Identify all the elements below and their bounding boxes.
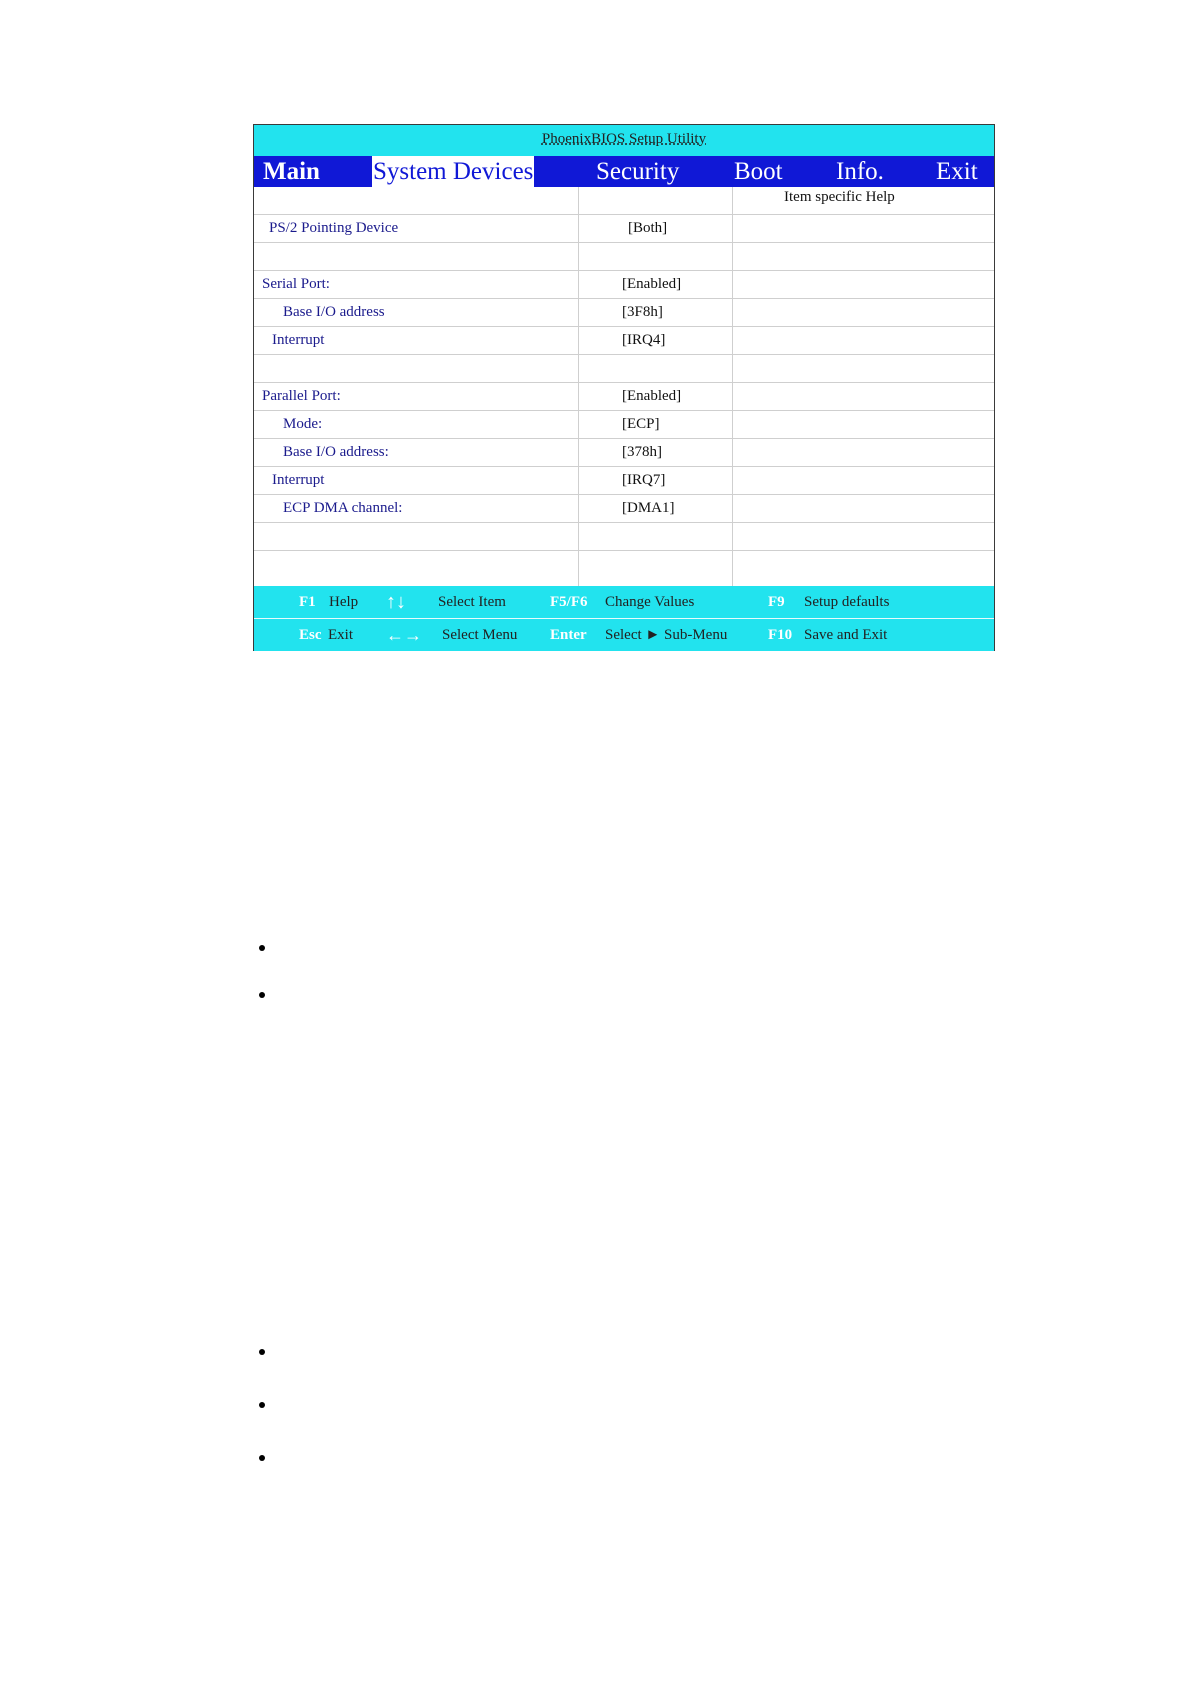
key-legend-row-2 xyxy=(254,619,994,651)
setting-row-serial-port[interactable] xyxy=(254,271,994,299)
key-action: Select Item xyxy=(438,594,506,610)
setting-value[interactable]: [IRQ4] xyxy=(622,332,666,348)
bios-menu-bar xyxy=(254,156,994,187)
key-action: Select Menu xyxy=(442,627,518,643)
left-right-arrows-icon: ←→ xyxy=(386,625,422,645)
key-f1: F1 xyxy=(299,594,316,610)
setting-label: Mode: xyxy=(283,416,323,432)
up-down-arrows-icon: ↑↓ xyxy=(386,591,406,613)
setting-label: ECP DMA channel: xyxy=(283,500,403,516)
key-action: Change Values xyxy=(605,594,695,610)
empty-row xyxy=(254,243,994,271)
key-esc: Esc xyxy=(299,627,322,643)
menu-security[interactable]: Security xyxy=(596,158,680,185)
menu-info[interactable]: Info. xyxy=(836,158,884,185)
empty-row xyxy=(254,355,994,383)
bullet-point xyxy=(259,992,265,998)
setting-value[interactable]: [Both] xyxy=(628,220,668,236)
key-action: Help xyxy=(329,594,359,610)
menu-system-devices[interactable]: System Devices xyxy=(373,158,534,185)
menu-boot[interactable]: Boot xyxy=(734,158,783,185)
setting-row-parallel-port[interactable] xyxy=(254,383,994,411)
setting-row-ecp-dma[interactable] xyxy=(254,495,994,523)
setting-label: Base I/O address xyxy=(283,304,385,320)
setting-row-serial-base-io[interactable] xyxy=(254,299,994,327)
bullet-point xyxy=(259,1455,265,1461)
bios-title: PhoenixBIOS Setup Utility xyxy=(541,131,707,147)
key-action: Save and Exit xyxy=(804,627,888,643)
setting-value[interactable]: [IRQ7] xyxy=(622,472,666,488)
bullet-point xyxy=(259,1349,265,1355)
key-f5-f6: F5/F6 xyxy=(550,594,588,610)
bullet-point xyxy=(259,1402,265,1408)
setting-value[interactable]: [Enabled] xyxy=(622,276,682,292)
help-column-header: Item specific Help xyxy=(784,189,895,205)
setting-value[interactable]: [Enabled] xyxy=(622,388,682,404)
settings-grid xyxy=(254,187,994,587)
setting-label: Base I/O address: xyxy=(283,444,389,460)
setting-label: Serial Port: xyxy=(262,276,330,292)
setting-row-parallel-interrupt[interactable] xyxy=(254,467,994,495)
key-enter: Enter xyxy=(550,627,587,643)
setting-row-parallel-mode[interactable] xyxy=(254,411,994,439)
menu-exit[interactable]: Exit xyxy=(936,158,978,185)
bios-setup-window xyxy=(253,124,995,651)
empty-row xyxy=(254,523,994,551)
setting-label: Parallel Port: xyxy=(262,388,341,404)
bios-title-bar xyxy=(254,125,994,156)
header-row xyxy=(254,187,994,215)
menu-main[interactable]: Main xyxy=(263,158,320,185)
setting-row-ps2-pointing[interactable] xyxy=(254,215,994,243)
empty-row xyxy=(254,551,994,579)
setting-label: Interrupt xyxy=(272,472,325,488)
key-legend-footer xyxy=(254,586,994,651)
key-f10: F10 xyxy=(768,627,793,643)
bullet-point xyxy=(259,945,265,951)
setting-row-serial-interrupt[interactable] xyxy=(254,327,994,355)
setting-label: PS/2 Pointing Device xyxy=(269,220,399,236)
setting-value[interactable]: [3F8h] xyxy=(622,304,663,320)
setting-value[interactable]: [ECP] xyxy=(622,416,660,432)
setting-value[interactable]: [DMA1] xyxy=(622,500,675,516)
key-action: Select ► Sub-Menu xyxy=(605,627,728,643)
key-f9: F9 xyxy=(768,594,785,610)
setting-row-parallel-base-io[interactable] xyxy=(254,439,994,467)
setting-value[interactable]: [378h] xyxy=(622,444,662,460)
key-legend-row-1 xyxy=(254,586,994,618)
key-action: Setup defaults xyxy=(804,594,890,610)
setting-label: Interrupt xyxy=(272,332,325,348)
key-action: Exit xyxy=(328,627,353,643)
